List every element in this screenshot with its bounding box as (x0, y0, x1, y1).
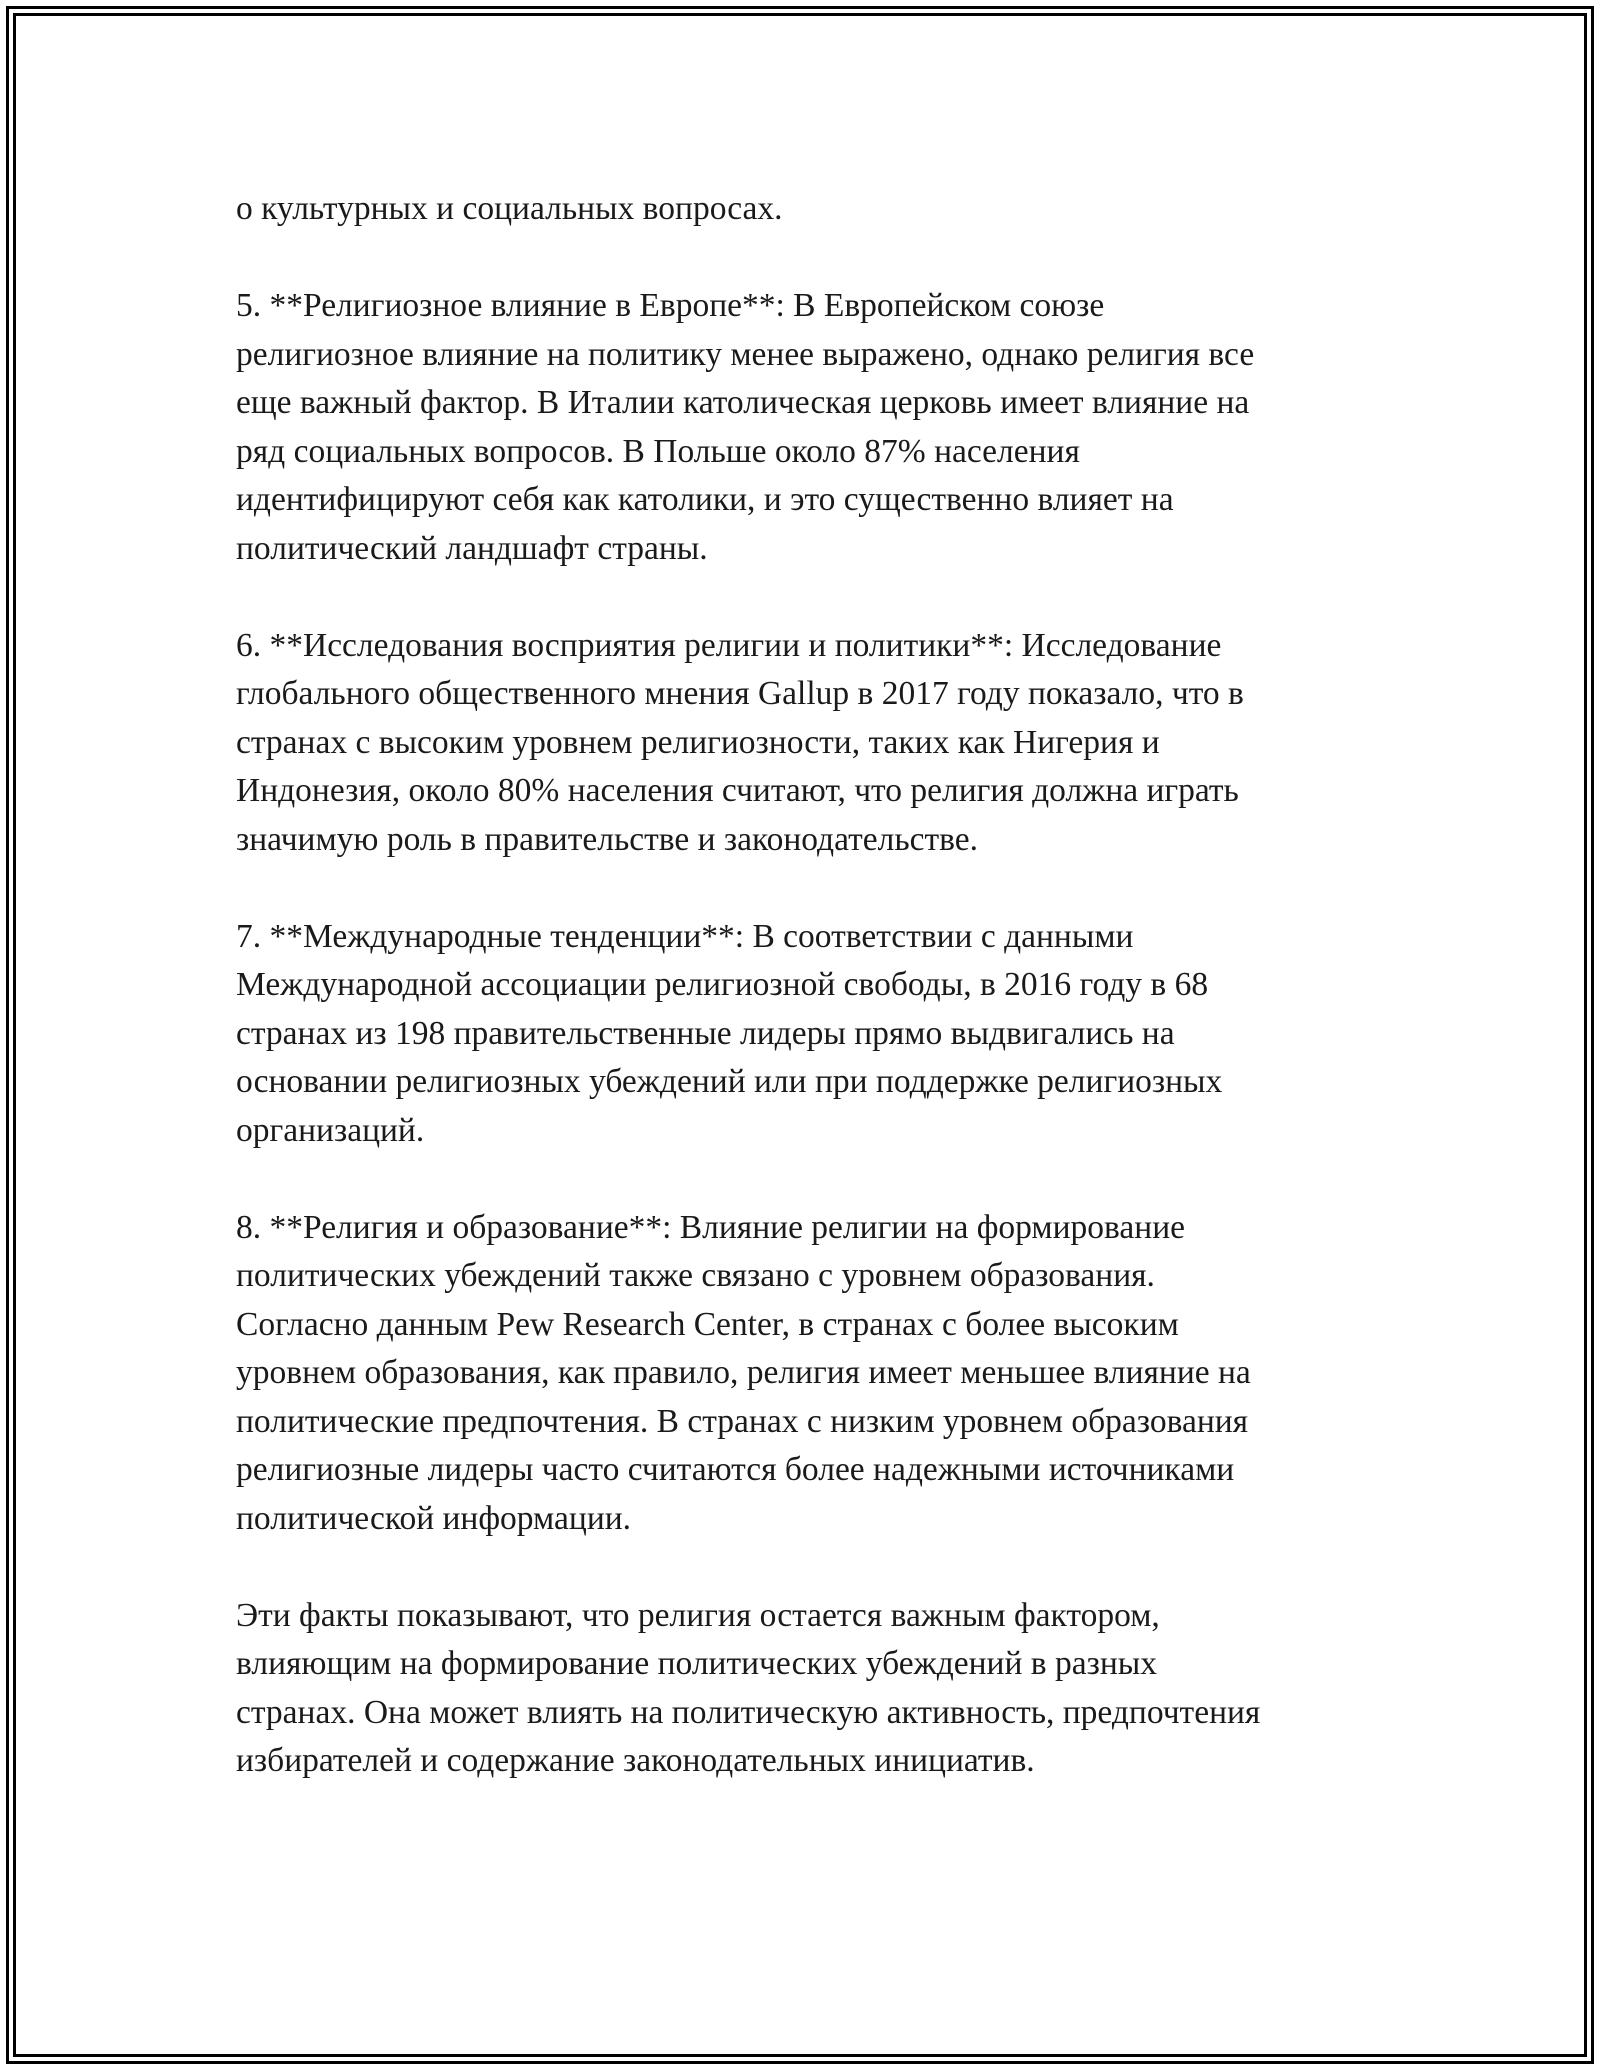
document-body (236, 185, 1416, 1786)
paragraph-item-8-religion-education: 8. **Религия и образование**: Влияние религии на формирование политических убеждений также связано с уровнем образования. Согласно данным Pew Research Center, в странах с более высоким уровнем образования, как правило, религия имеет меньшее влияние на политические предпочтения. В странах с низким уровнем образования религиозные лидеры часто считаются более надежными источниками политической информации. (236, 1208, 1251, 1537)
paragraph-conclusion: Эти факты показывают, что религия остается важным фактором, влияющим на формирование политических убеждений в разных странах. Она может влиять на политическую активность, предпочтения избирателей и содержание законодательных инициатив. (236, 1596, 1261, 1779)
paragraph-item-6-perception-studies: 6. **Исследования восприятия религии и политики**: Исследование глобального общественного мнения Gallup в 2017 году показало, что в странах с высоким уровнем религиозности, таких как Нигерия и Индонезия, около 80% населения считают, что религия должна играть значимую роль в правительстве и законодательстве. (236, 626, 1244, 858)
paragraph-continuation: о культурных и социальных вопросах. (236, 190, 783, 227)
paragraph-item-7-international-trends: 7. **Международные тенденции**: В соответствии с данными Международной ассоциации религиозной свободы, в 2016 году в 68 странах из 198 правительственные лидеры прямо выдвигались на основании религиозных убеждений или при поддержке религиозных организаций. (236, 917, 1223, 1149)
paragraph-item-5-religion-europe: 5. **Религиозное влияние в Европе**: В Европейском союзе религиозное влияние на политику менее выражено, однако религия все еще важный фактор. В Италии католическая церковь имеет влияние на ряд социальных вопросов. В Польше около 87% населения идентифицируют себя как католики, и это существенно влияет на политический ландшафт страны. (236, 287, 1255, 567)
